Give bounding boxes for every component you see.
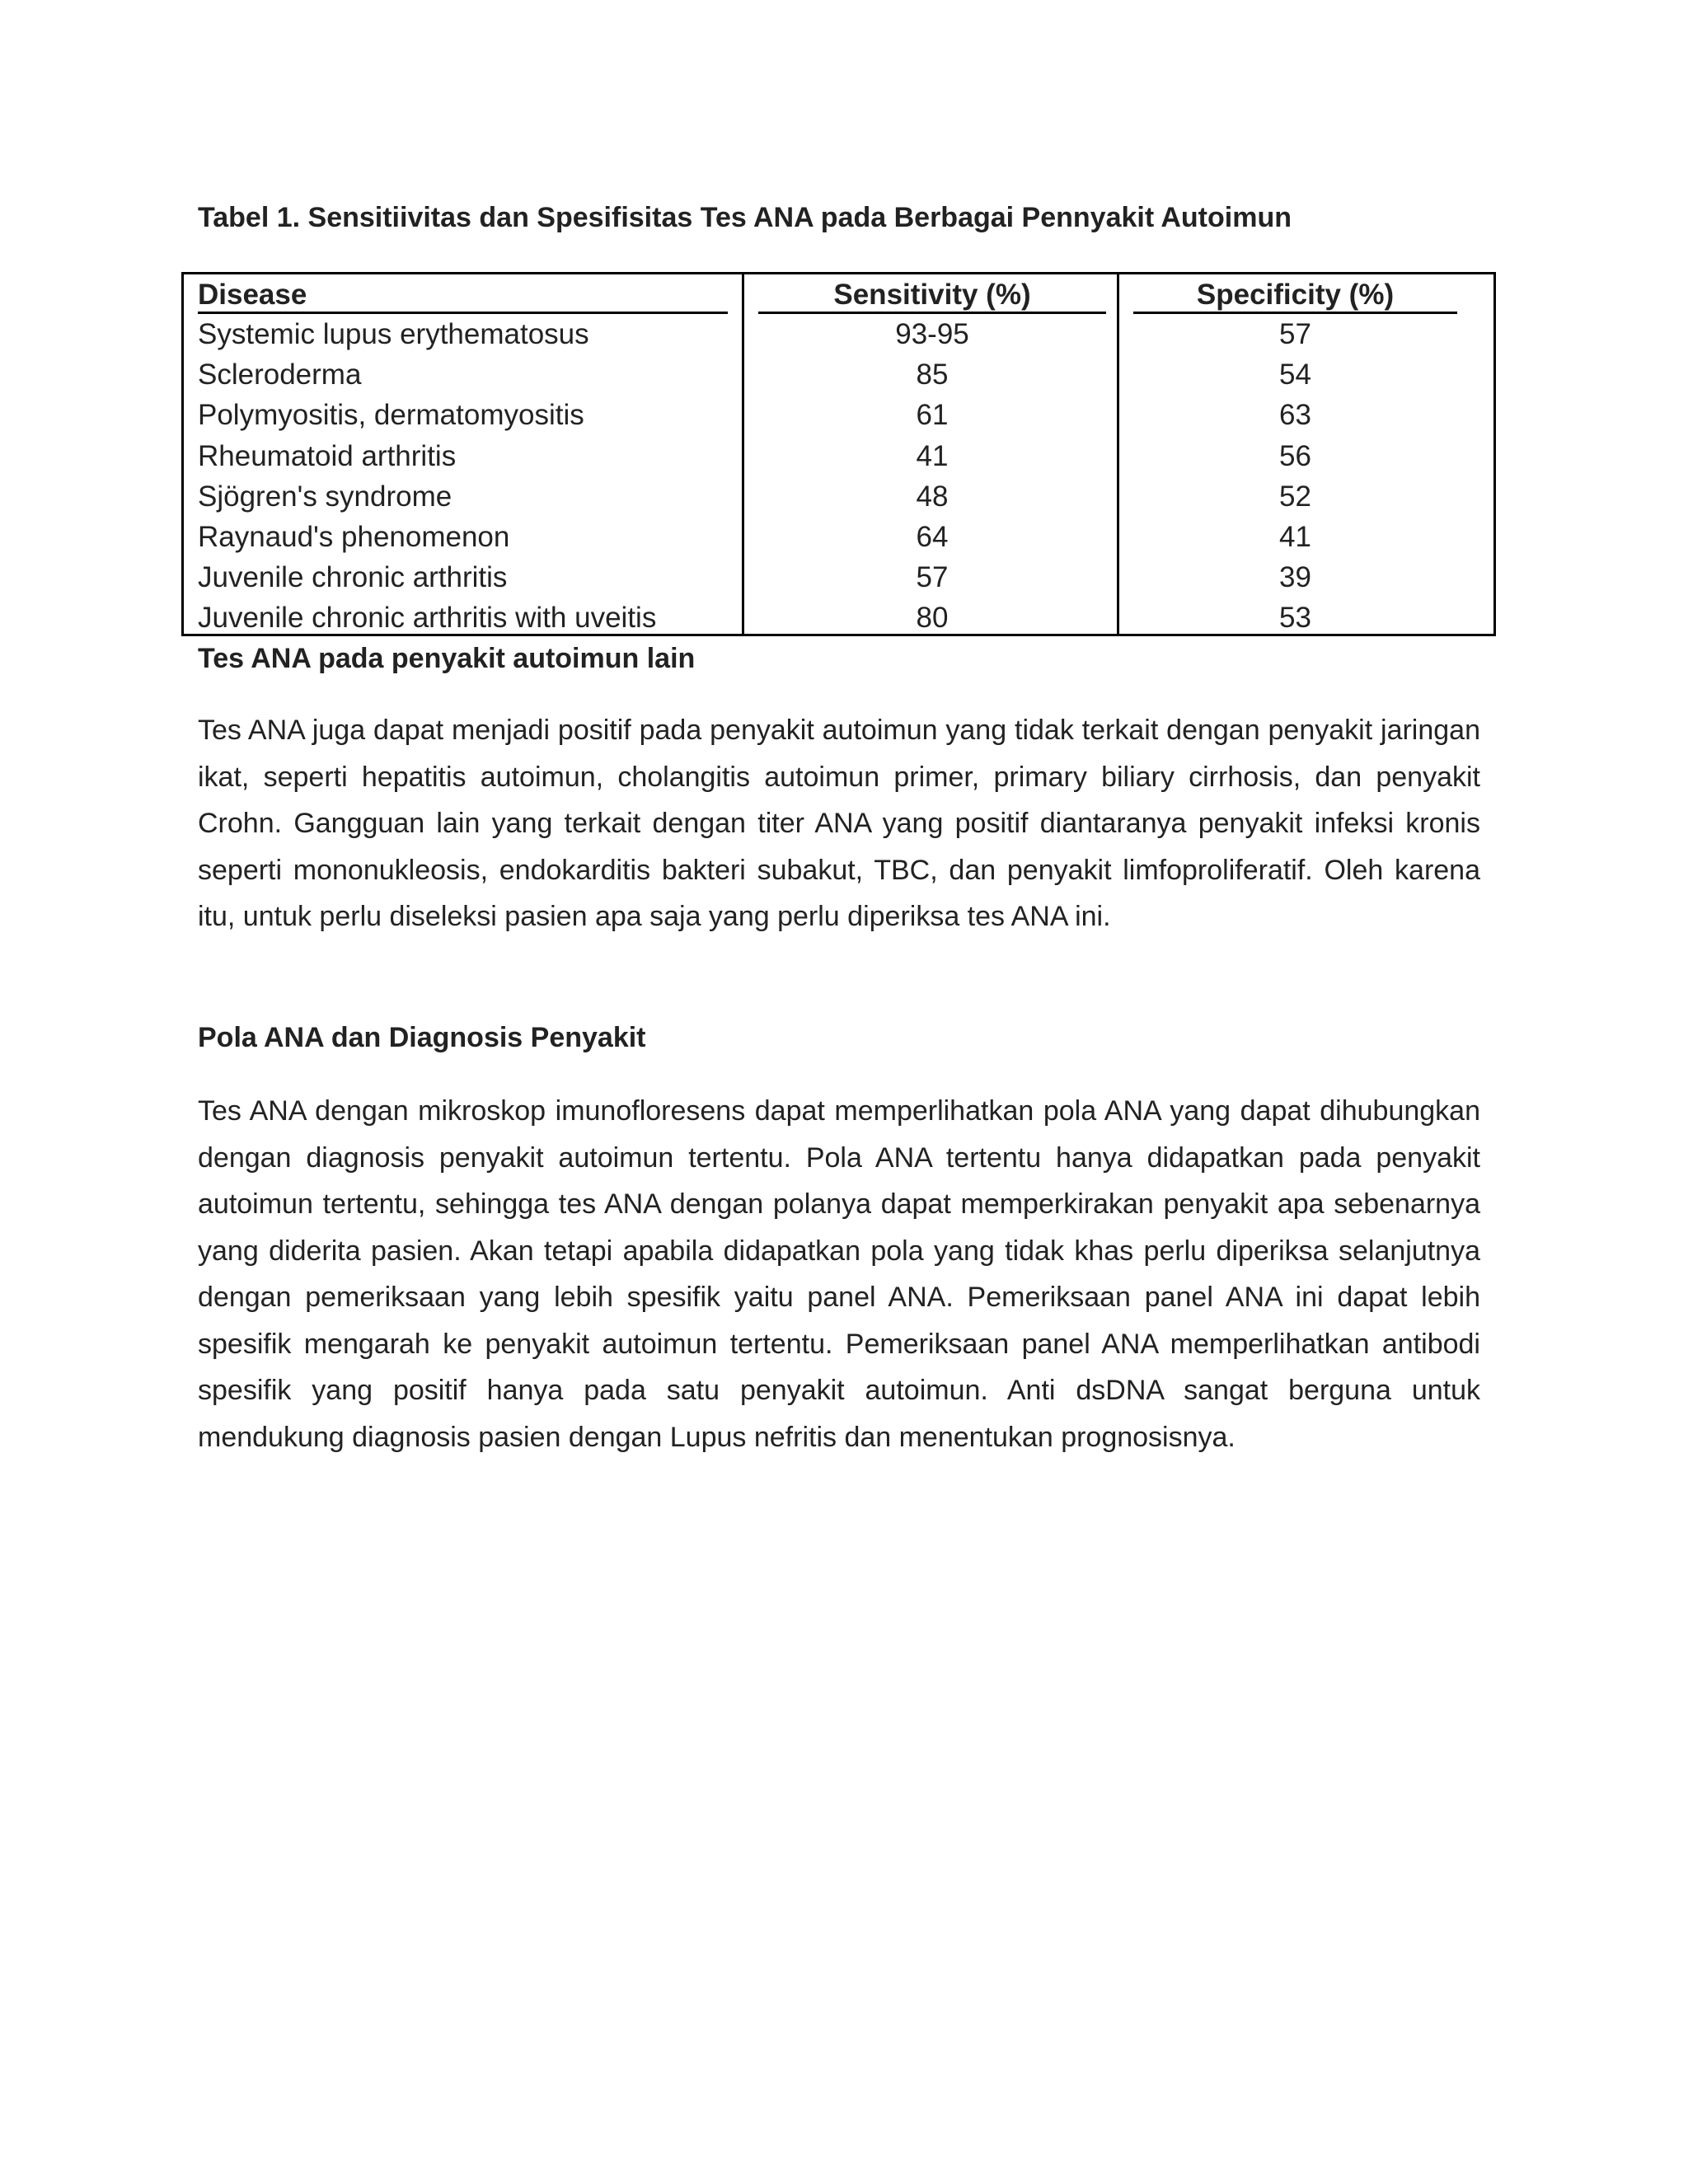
sensitivity-column bbox=[758, 274, 1106, 639]
disease-column bbox=[198, 274, 728, 639]
header-sensitivity: Sensitivity (%) bbox=[758, 274, 1106, 314]
disease-cell: Scleroderma bbox=[198, 359, 362, 391]
specificity-cell: 57 bbox=[1279, 318, 1311, 350]
header-disease: Disease bbox=[198, 274, 728, 314]
sensitivity-cell: 41 bbox=[916, 439, 949, 472]
section-heading-other-autoimmune: Tes ANA pada penyakit autoimun lain bbox=[198, 643, 696, 674]
paragraph-ana-pattern: Tes ANA dengan mikroskop imunofloresens dapat memperlihatkan pola ANA yang dapat dihubungkan dengan diagnosis penyakit autoimun tertentu. Pola ANA tertentu hanya didapatkan pada penyakit autoimun tertentu, sehingga tes ANA dengan polanya dapat memperkirakan penyakit apa sebenarnya yang diderita pasien. Akan tetapi apabila didapatkan pola yang tidak khas perlu diperiksa selanjutnya dengan pemeriksaan yang lebih spesifik yaitu panel ANA. Pemeriksaan panel ANA ini dapat lebih spesifik mengarah ke penyakit autoimun tertentu. Pemeriksaan panel ANA memperlihatkan antibodi spesifik yang positif hanya pada satu penyakit autoimun. Anti dsDNA sangat berguna untuk mendukung diagnosis pasien dengan Lupus nefritis dan menentukan prognosisnya. bbox=[198, 1095, 1480, 1453]
sensitivity-cell: 61 bbox=[916, 399, 949, 432]
specificity-column bbox=[1133, 274, 1457, 639]
specificity-cell: 39 bbox=[1279, 561, 1311, 594]
ana-table bbox=[181, 272, 1496, 636]
table-divider-2 bbox=[1117, 274, 1119, 634]
disease-cell: Polymyositis, dermatomyositis bbox=[198, 399, 584, 432]
disease-cell: Raynaud's phenomenon bbox=[198, 520, 510, 553]
sensitivity-cell: 64 bbox=[916, 520, 949, 553]
sensitivity-cell: 93-95 bbox=[895, 318, 969, 350]
specificity-cell: 54 bbox=[1279, 359, 1311, 391]
disease-cell: Sjögren's syndrome bbox=[198, 480, 452, 513]
specificity-cell: 56 bbox=[1279, 439, 1311, 472]
specificity-cell: 52 bbox=[1279, 480, 1311, 513]
disease-cell: Juvenile chronic arthritis bbox=[198, 561, 508, 594]
section-heading-ana-pattern: Pola ANA dan Diagnosis Penyakit bbox=[198, 1022, 646, 1053]
disease-cell: Systemic lupus erythematosus bbox=[198, 318, 589, 350]
header-specificity: Specificity (%) bbox=[1133, 274, 1457, 314]
sensitivity-cell: 85 bbox=[916, 359, 949, 391]
disease-cell: Juvenile chronic arthritis with uveitis bbox=[198, 602, 657, 635]
sensitivity-cell: 57 bbox=[916, 561, 949, 594]
sensitivity-cell: 48 bbox=[916, 480, 949, 513]
disease-cell: Rheumatoid arthritis bbox=[198, 439, 457, 472]
table-caption: Tabel 1. Sensitiivitas dan Spesifisitas Tes ANA pada Berbagai Pennyakit Autoimun bbox=[198, 202, 1292, 233]
table-divider-1 bbox=[742, 274, 744, 634]
sensitivity-cell: 80 bbox=[916, 602, 949, 635]
specificity-cell: 63 bbox=[1279, 399, 1311, 432]
paragraph-other-autoimmune: Tes ANA juga dapat menjadi positif pada penyakit autoimun yang tidak terkait dengan penyakit jaringan ikat, seperti hepatitis autoimun, cholangitis autoimun primer, primary biliary cirrhosis, dan penyakit Crohn. Gangguan lain yang terkait dengan titer ANA yang positif diantaranya penyakit infeksi kronis seperti mononukleosis, endokarditis bakteri subakut, TBC, dan penyakit limfoproliferatif. Oleh karena itu, untuk perlu diseleksi pasien apa saja yang perlu diperiksa tes ANA ini. bbox=[198, 715, 1480, 932]
specificity-cell: 41 bbox=[1279, 520, 1311, 553]
specificity-cell: 53 bbox=[1279, 602, 1311, 635]
